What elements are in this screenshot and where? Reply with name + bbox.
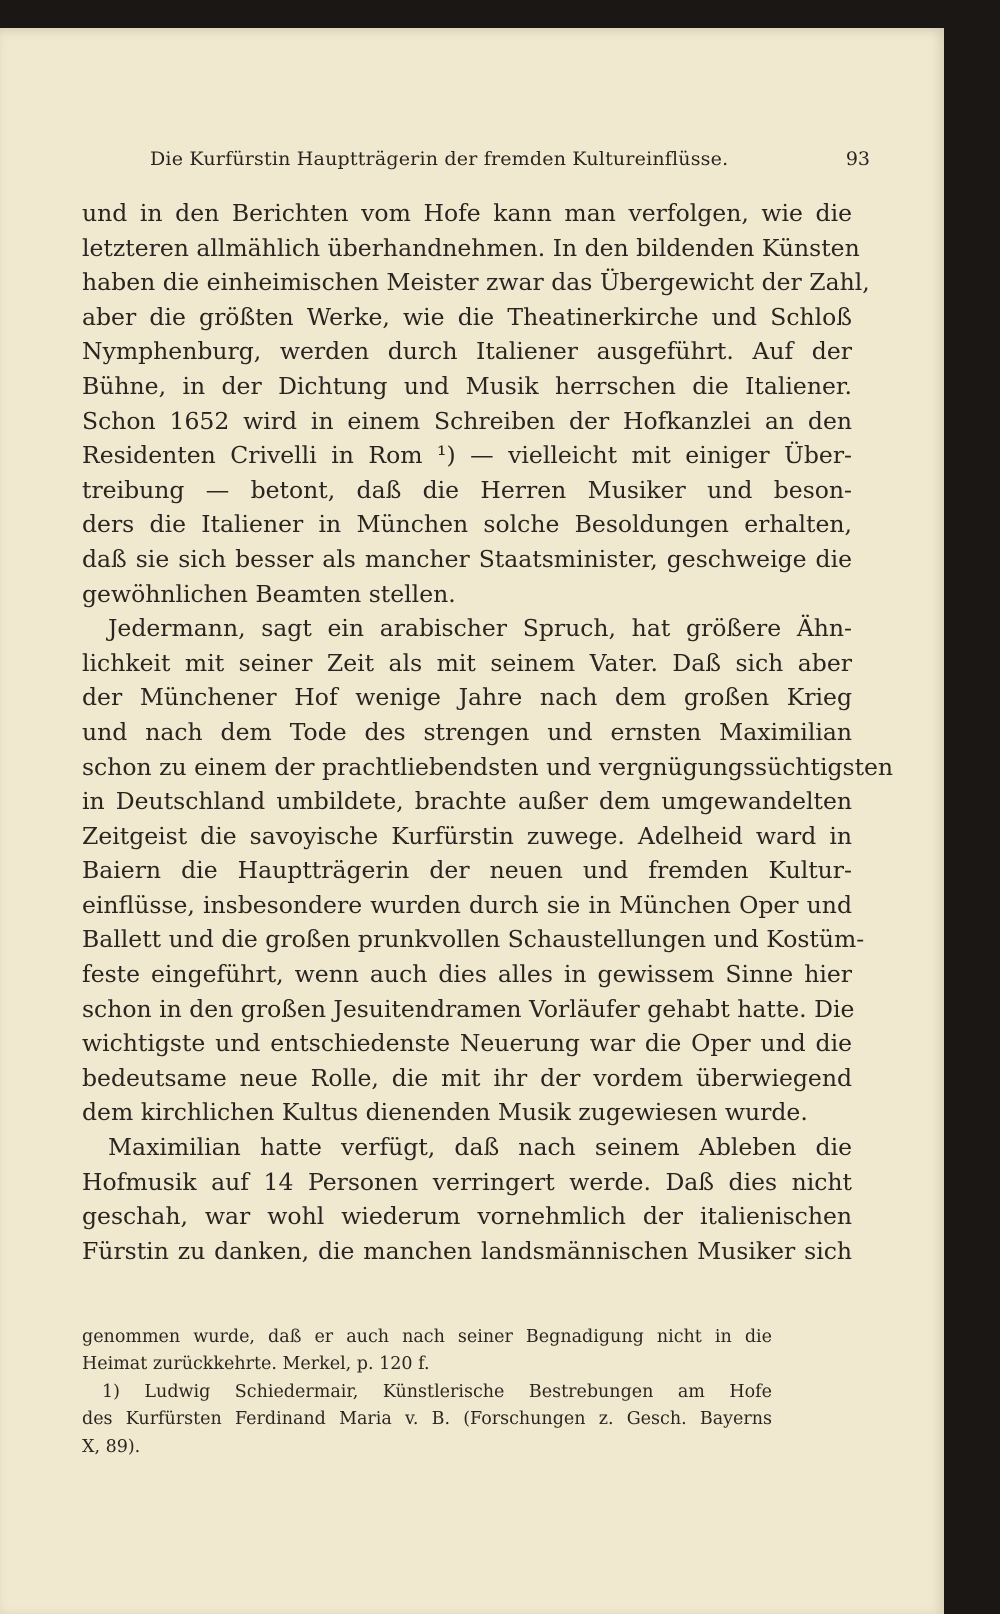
footnote-line: genommen wurde, daß er auch nach seiner Begnadigung nicht in die bbox=[82, 1327, 772, 1347]
footnote-line: X, 89). bbox=[82, 1436, 141, 1457]
text-line: wichtigste und entschiedenste Neuerung war die Oper und die bbox=[82, 1029, 852, 1058]
text-line: lichkeit mit seiner Zeit als mit seinem Vater. Daß sich aber bbox=[82, 648, 852, 677]
text-line: schon in den großen Jesuitendramen Vorläufer gehabt hatte. Die bbox=[82, 994, 855, 1023]
running-header bbox=[150, 148, 870, 178]
text-line: in Deutschland umbildete, brachte außer dem umgewandelten bbox=[82, 787, 852, 816]
text-line: feste eingeführt, wenn auch dies alles in gewissem Sinne hier bbox=[82, 960, 852, 989]
text-line: Baiern die Hauptträgerin der neuen und fremden Kultur- bbox=[82, 856, 852, 885]
text-line: schon zu einem der prachtliebendsten und vergnügungssüchtigsten bbox=[82, 752, 894, 781]
page-number: 93 bbox=[845, 148, 870, 170]
text-line: gewöhnlichen Beamten stellen. bbox=[82, 579, 456, 608]
text-line: Hofmusik auf 14 Personen verringert werde. Daß dies nicht bbox=[82, 1167, 852, 1196]
text-line: und nach dem Tode des strengen und ernsten Maximilian bbox=[82, 717, 852, 746]
text-line: Zeitgeist die savoyische Kurfürstin zuwege. Adelheid ward in bbox=[82, 821, 852, 850]
text-line: dem kirchlichen Kultus dienenden Musik zugewiesen wurde. bbox=[82, 1098, 808, 1127]
footnote-line: Heimat zurückkehrte. Merkel, p. 120 f. bbox=[82, 1354, 430, 1375]
book-page bbox=[0, 28, 944, 1614]
text-line: Bühne, in der Dichtung und Musik herrschen die Italiener. bbox=[82, 371, 852, 400]
text-line: bedeutsame neue Rolle, die mit ihr der vordem überwiegend bbox=[82, 1063, 852, 1092]
text-line: Maximilian hatte verfügt, daß nach seinem Ableben die bbox=[108, 1133, 852, 1162]
text-line: und in den Berichten vom Hofe kann man verfolgen, wie die bbox=[82, 199, 852, 227]
text-line: aber die größten Werke, wie die Theatinerkirche und Schloß bbox=[82, 302, 852, 331]
text-line: treibung — betont, daß die Herren Musiker und beson- bbox=[82, 475, 852, 504]
text-line: ders die Italiener in München solche Besoldungen erhalten, bbox=[82, 510, 852, 539]
footnote-line: 1) Ludwig Schiedermair, Künstlerische Bestrebungen am Hofe bbox=[102, 1381, 772, 1402]
text-line: Jedermann, sagt ein arabischer Spruch, hat größere Ähn- bbox=[108, 614, 852, 643]
text-line: haben die einheimischen Meister zwar das Übergewicht der Zahl, bbox=[82, 268, 870, 297]
text-line: Fürstin zu danken, die manchen landsmännischen Musiker sich bbox=[82, 1236, 852, 1265]
text-line: Schon 1652 wird in einem Schreiben der Hofkanzlei an den bbox=[82, 406, 852, 435]
text-line: einflüsse, insbesondere wurden durch sie in München Oper und bbox=[82, 890, 852, 919]
footnotes bbox=[82, 1324, 772, 1461]
text-line: Ballett und die großen prunkvollen Schaustellungen und Kostüm- bbox=[82, 925, 865, 954]
text-line: letzteren allmählich überhandnehmen. In den bildenden Künsten bbox=[82, 233, 860, 262]
footnote-line: des Kurfürsten Ferdinand Maria v. B. (Forschungen z. Gesch. Bayerns bbox=[82, 1409, 772, 1430]
text-line: der Münchener Hof wenige Jahre nach dem großen Krieg bbox=[82, 683, 852, 712]
running-title: Die Kurfürstin Hauptträgerin der fremden Kultureinflüsse. bbox=[150, 148, 729, 170]
main-text bbox=[82, 196, 894, 1268]
text-line: Residenten Crivelli in Rom ¹) — vielleicht mit einiger Über- bbox=[82, 441, 852, 470]
text-line: Nymphenburg, werden durch Italiener ausgeführt. Auf der bbox=[82, 337, 852, 366]
text-line: geschah, war wohl wiederum vornehmlich der italienischen bbox=[82, 1202, 852, 1231]
text-line: daß sie sich besser als mancher Staatsminister, geschweige die bbox=[82, 544, 852, 573]
